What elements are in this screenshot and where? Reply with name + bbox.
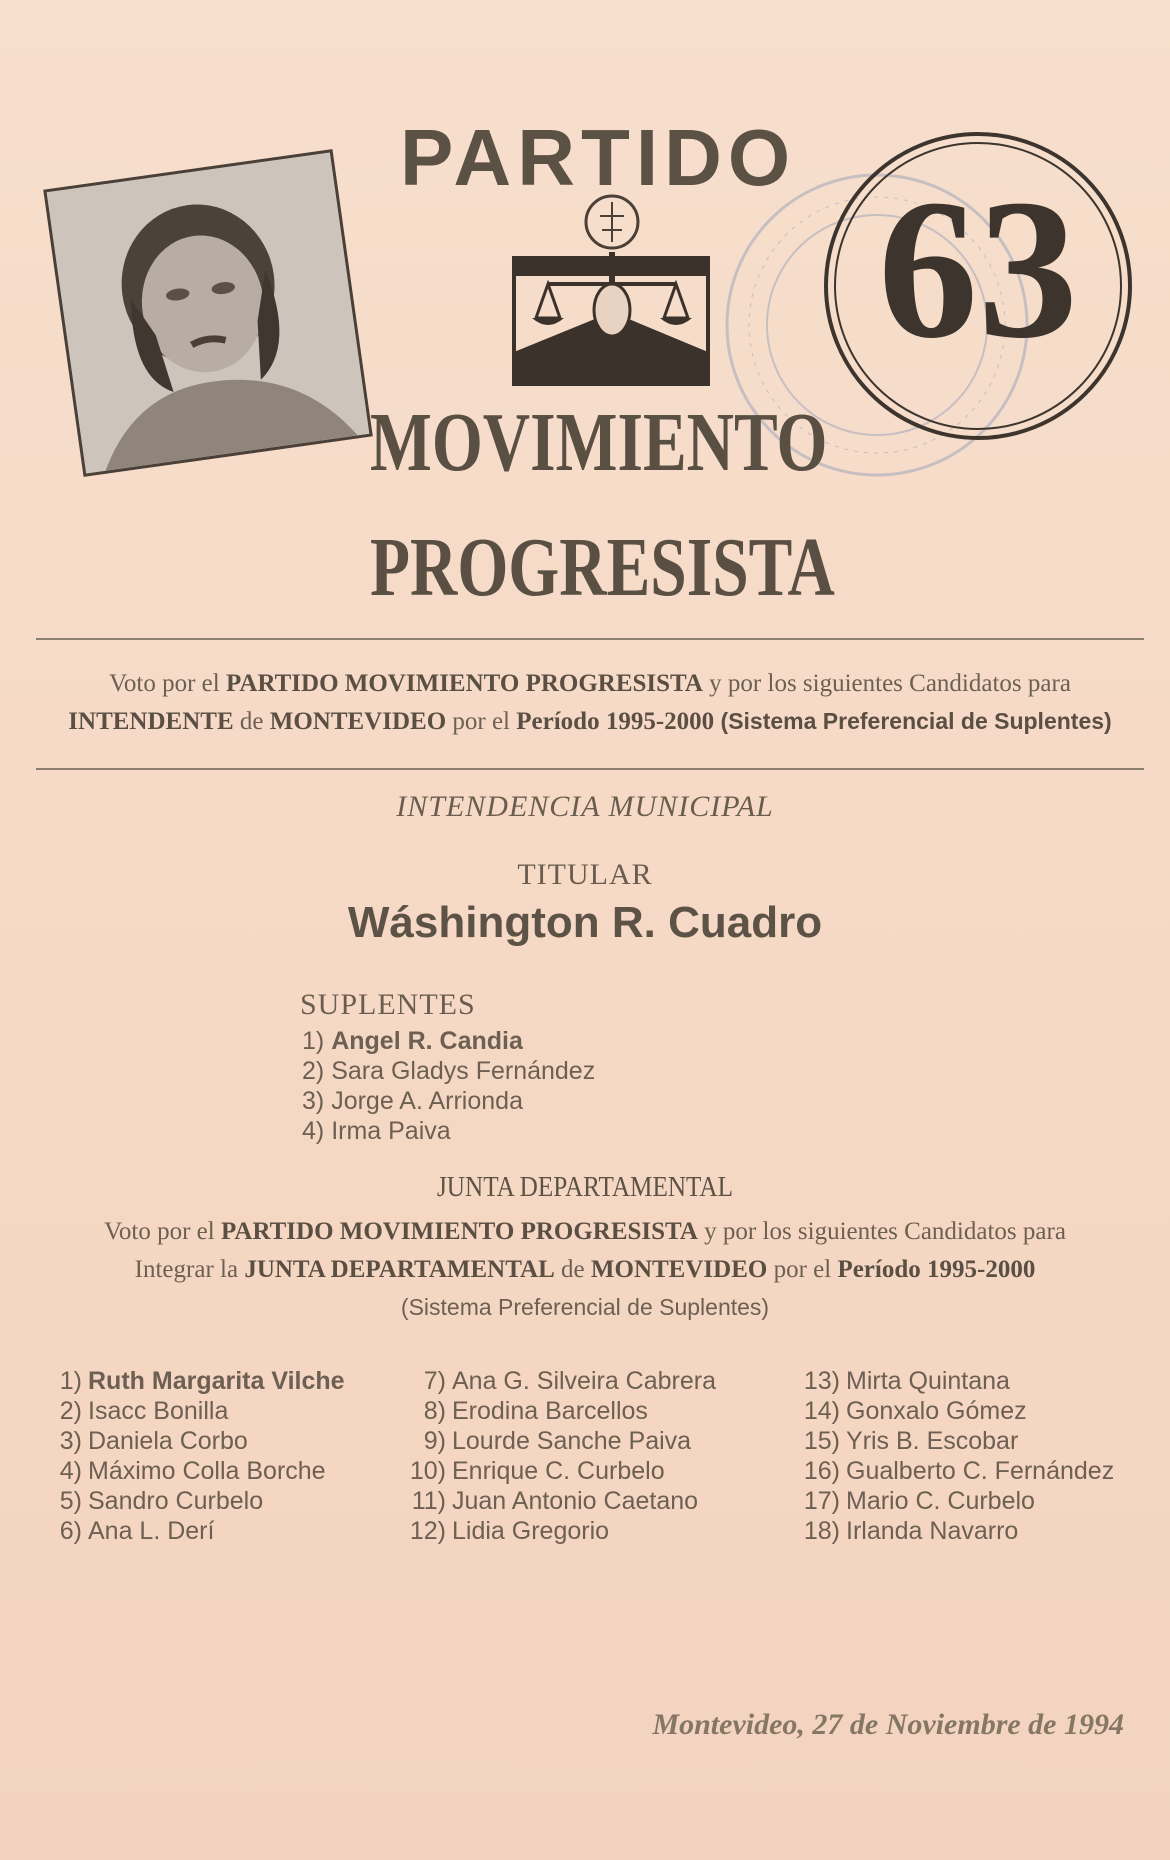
list-item [400, 1396, 716, 1426]
list-item [302, 1086, 595, 1116]
item-number: 17) [803, 1487, 840, 1515]
list-item [302, 1116, 595, 1146]
item-number: 14) [803, 1397, 840, 1425]
divider-top [36, 638, 1144, 640]
list-item [400, 1456, 716, 1486]
item-number: 2) [302, 1057, 325, 1085]
item-name: Sara Gladys Fernández [331, 1057, 596, 1085]
junta-city: MONTEVIDEO [590, 1256, 768, 1283]
item-number: 13) [803, 1367, 840, 1395]
list-item [56, 1486, 345, 1516]
intro-text: Voto por el [109, 670, 226, 697]
item-name: Mario C. Curbelo [846, 1487, 1035, 1515]
candidates-column-2 [400, 1366, 716, 1546]
junta-line2 [0, 1256, 1170, 1284]
item-name: Gonxalo Gómez [846, 1397, 1027, 1425]
candidate-photo [43, 149, 373, 477]
item-number: 10) [409, 1457, 446, 1485]
item-number: 3) [59, 1427, 82, 1455]
item-name: Enrique C. Curbelo [452, 1457, 665, 1485]
item-name: Mirta Quintana [846, 1367, 1010, 1395]
list-item [400, 1426, 716, 1456]
suplentes-label: SUPLENTES [300, 988, 476, 1021]
item-name: Gualberto C. Fernández [846, 1457, 1115, 1485]
list-item [796, 1516, 1114, 1546]
list-item [796, 1396, 1114, 1426]
item-number: 1) [302, 1027, 325, 1055]
intro-line2 [36, 708, 1144, 736]
list-number: 63 [878, 159, 1078, 380]
list-item [796, 1456, 1114, 1486]
list-item [56, 1516, 345, 1546]
scales-of-justice-emblem [512, 192, 710, 388]
junta-text: y por los siguientes Candidatos para [697, 1218, 1066, 1245]
list-item [56, 1396, 345, 1426]
list-item [302, 1056, 595, 1086]
item-name: Isacc Bonilla [88, 1397, 229, 1425]
intro-text: por el [446, 708, 517, 735]
item-name: Lourde Sanche Paiva [452, 1427, 692, 1455]
item-number: 4) [302, 1117, 325, 1145]
list-item [400, 1486, 716, 1516]
item-number: 6) [59, 1517, 82, 1545]
item-name: Sandro Curbelo [88, 1487, 264, 1515]
intro-office: INTENDENTE [68, 708, 234, 735]
intro-city: MONTEVIDEO [269, 708, 447, 735]
list-item [302, 1026, 595, 1056]
item-name: Ana L. Derí [88, 1517, 215, 1545]
junta-text: Voto por el [104, 1218, 221, 1245]
titular-label: TITULAR [517, 858, 653, 891]
item-name: Lidia Gregorio [452, 1517, 610, 1545]
intro-text: y por los siguientes Candidatos para [702, 670, 1071, 697]
item-number: 16) [803, 1457, 840, 1485]
intro-text: de [233, 708, 270, 735]
junta-party: PARTIDO MOVIMIENTO PROGRESISTA [220, 1218, 698, 1245]
item-name: Erodina Barcellos [452, 1397, 648, 1425]
item-number: 8) [423, 1397, 446, 1425]
candidates-column-3 [796, 1366, 1114, 1546]
item-number: 1) [59, 1367, 82, 1395]
party-name-line2: PROGRESISTA [370, 521, 835, 614]
item-number: 5) [59, 1487, 82, 1515]
intro-party: PARTIDO MOVIMIENTO PROGRESISTA [225, 670, 703, 697]
item-name: Daniela Corbo [88, 1427, 248, 1455]
junta-text: de [554, 1256, 591, 1283]
junta-text: por el [767, 1256, 838, 1283]
footer-date: Montevideo, 27 de Noviembre de 1994 [652, 1708, 1124, 1741]
item-name: Irlanda Navarro [846, 1517, 1019, 1545]
candidates-column-1 [56, 1366, 345, 1546]
item-number: 11) [411, 1487, 446, 1515]
intro-system: (Sistema Preferencial de Suplentes) [714, 708, 1112, 734]
intro-line1 [36, 670, 1144, 698]
item-number: 18) [803, 1517, 840, 1545]
item-number: 3) [302, 1087, 325, 1115]
item-name: Yris B. Escobar [846, 1427, 1019, 1455]
party-name-line1: MOVIMIENTO [370, 396, 828, 489]
item-number: 4) [59, 1457, 82, 1485]
item-name: Juan Antonio Caetano [452, 1487, 699, 1515]
intro-period: Período 1995-2000 [516, 708, 715, 735]
suplentes-list [302, 1026, 595, 1146]
candidate-portrait-image [47, 152, 370, 473]
item-number: 9) [423, 1427, 446, 1455]
list-item [400, 1366, 716, 1396]
item-name: Ana G. Silveira Cabrera [452, 1367, 717, 1395]
item-number: 12) [409, 1517, 446, 1545]
list-item [56, 1456, 345, 1486]
junta-heading: JUNTA DEPARTAMENTAL [436, 1172, 734, 1203]
item-number: 2) [59, 1397, 82, 1425]
list-item [400, 1516, 716, 1546]
list-item [56, 1366, 345, 1396]
junta-note: (Sistema Preferencial de Suplentes) [400, 1294, 770, 1320]
junta-line1 [0, 1218, 1170, 1246]
list-item [796, 1486, 1114, 1516]
item-number: 15) [803, 1427, 840, 1455]
list-item [796, 1366, 1114, 1396]
item-name: Angel R. Candia [331, 1027, 523, 1055]
item-name: Máximo Colla Borche [88, 1457, 326, 1485]
list-item [796, 1426, 1114, 1456]
junta-body: JUNTA DEPARTAMENTAL [244, 1256, 555, 1283]
intendencia-heading: INTENDENCIA MUNICIPAL [396, 790, 774, 823]
divider-bottom [36, 768, 1144, 770]
list-item [56, 1426, 345, 1456]
junta-period: Período 1995-2000 [837, 1256, 1036, 1283]
item-name: Ruth Margarita Vilche [88, 1367, 345, 1395]
party-word: PARTIDO [400, 113, 797, 202]
titular-name: Wáshington R. Cuadro [347, 898, 823, 947]
item-number: 7) [423, 1367, 446, 1395]
item-name: Irma Paiva [331, 1117, 451, 1145]
item-name: Jorge A. Arrionda [331, 1087, 523, 1115]
junta-text: Integrar la [134, 1256, 245, 1283]
